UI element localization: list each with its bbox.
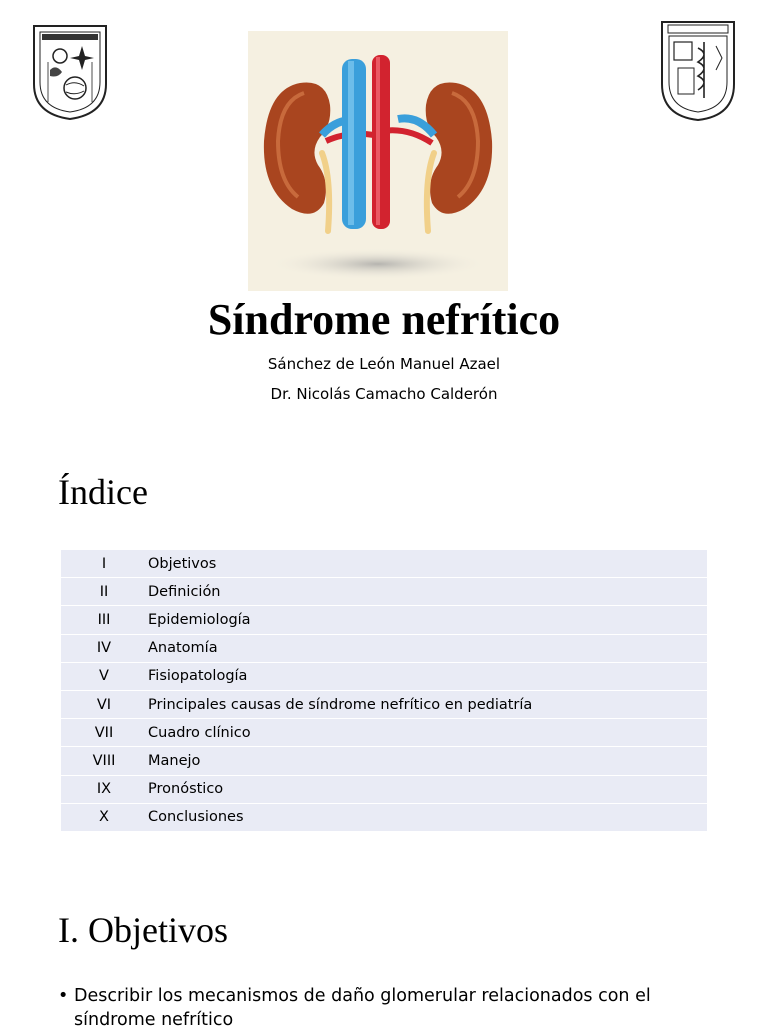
row-number: II <box>61 578 147 606</box>
objectives-heading: I. Objetivos <box>58 910 228 950</box>
table-row <box>61 690 707 718</box>
row-item: Fisiopatología <box>147 662 707 690</box>
row-number: VII <box>61 719 147 747</box>
row-item: Anatomía <box>147 634 707 662</box>
table-row <box>61 550 707 578</box>
row-number: III <box>61 606 147 634</box>
table-row <box>61 606 707 634</box>
row-number: IX <box>61 775 147 803</box>
row-number: VI <box>61 690 147 718</box>
objective-text: Describir los mecanismos de daño glomerular relacionados con el síndrome nefrítico <box>74 986 651 1030</box>
objective-bullet <box>58 984 698 1032</box>
table-row <box>61 662 707 690</box>
kidneys-icon <box>248 31 508 291</box>
row-number: X <box>61 803 147 831</box>
table-row <box>61 775 707 803</box>
row-item: Pronóstico <box>147 775 707 803</box>
row-item: Cuadro clínico <box>147 719 707 747</box>
advisor-name: Dr. Nicolás Camacho Calderón <box>270 385 498 403</box>
table-row <box>61 803 707 831</box>
medicine-faculty-seal-logo <box>658 18 738 123</box>
row-number: VIII <box>61 747 147 775</box>
table-row <box>61 578 707 606</box>
table-row <box>61 747 707 775</box>
index-heading: Índice <box>58 472 148 512</box>
bullet-icon: • <box>58 986 69 1006</box>
row-item: Epidemiología <box>147 606 707 634</box>
table-row <box>61 634 707 662</box>
row-number: I <box>61 550 147 578</box>
row-number: IV <box>61 634 147 662</box>
presentation-title: Síndrome nefrítico <box>207 295 561 344</box>
row-item: Conclusiones <box>147 803 707 831</box>
index-table <box>61 550 707 832</box>
university-seal-logo <box>30 22 110 122</box>
row-item: Definición <box>147 578 707 606</box>
row-item: Principales causas de síndrome nefrítico en pediatría <box>147 690 707 718</box>
row-number: V <box>61 662 147 690</box>
table-row <box>61 719 707 747</box>
row-item: Manejo <box>147 747 707 775</box>
author-name: Sánchez de León Manuel Azael <box>267 355 501 373</box>
row-item: Objetivos <box>147 550 707 578</box>
